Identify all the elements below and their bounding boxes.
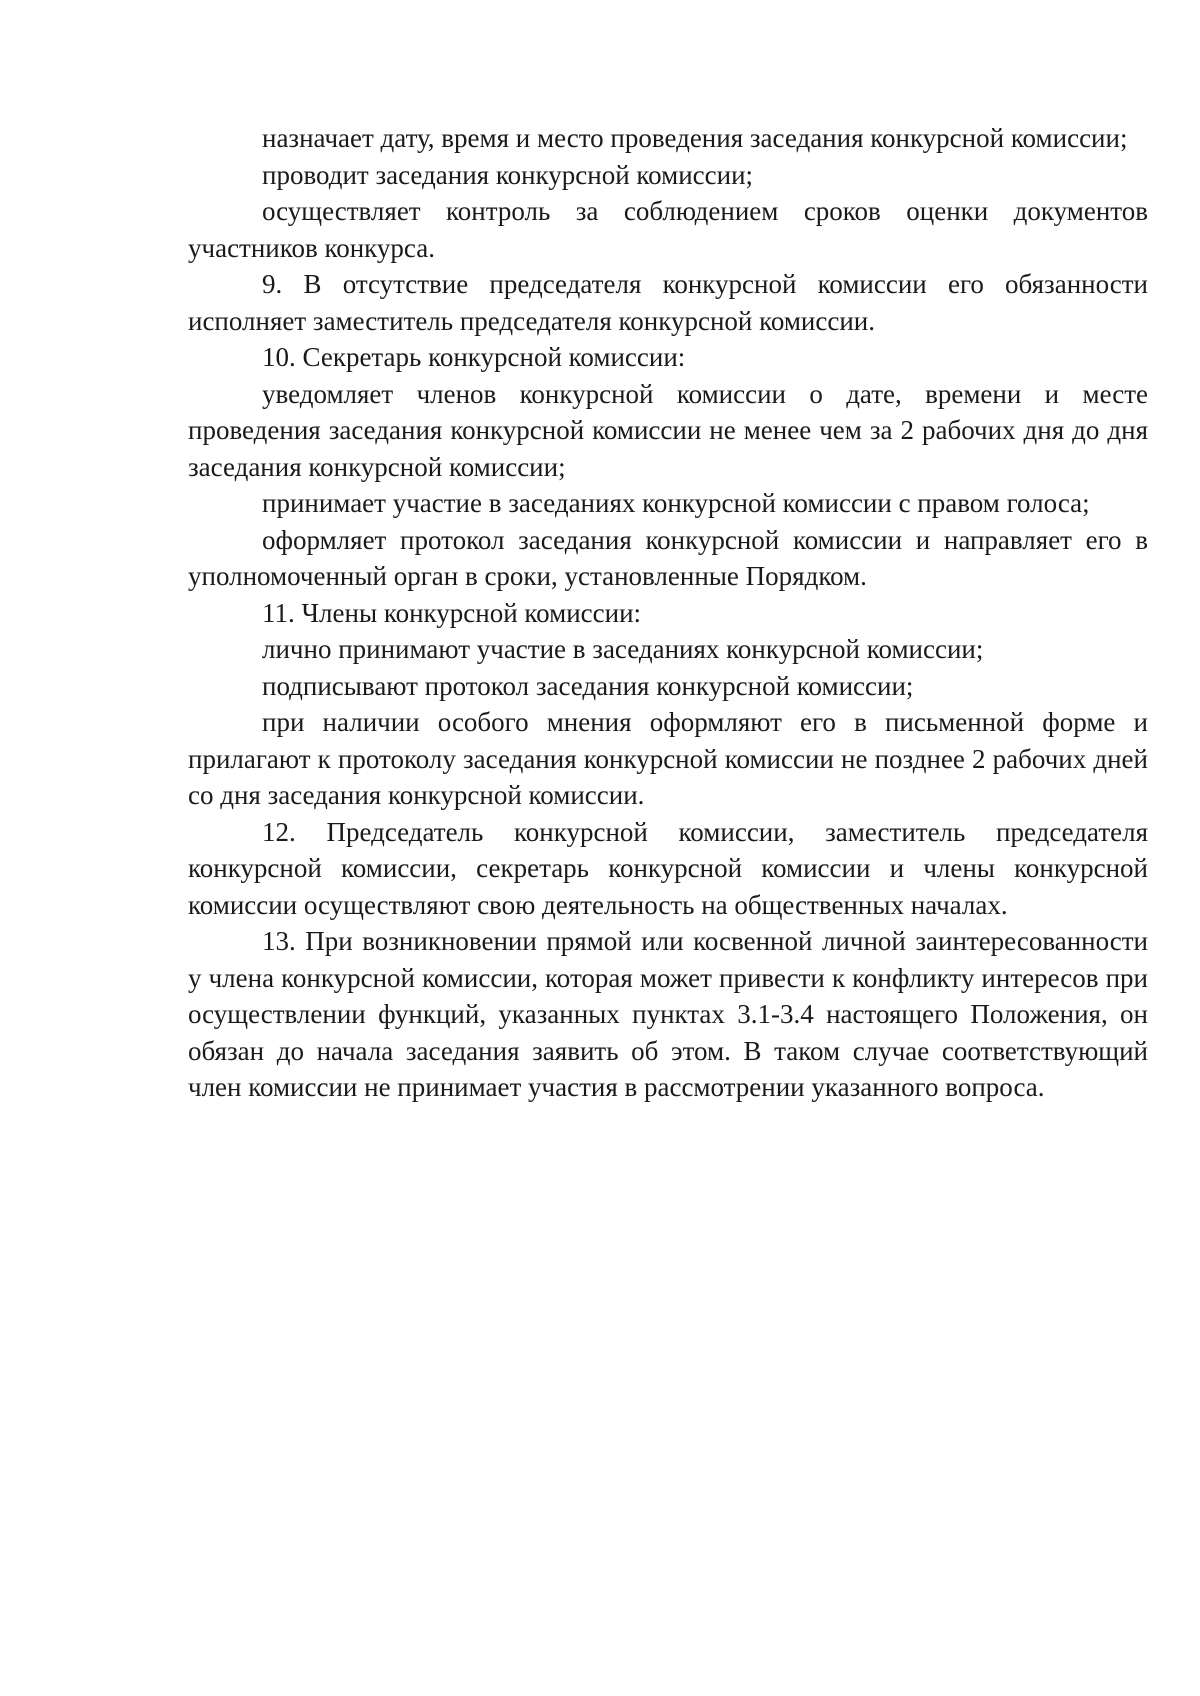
document-body xyxy=(188,120,1148,1106)
paragraph: принимает участие в заседаниях конкурсной комиссии с правом голоса; xyxy=(262,488,1090,518)
paragraph: осуществляет контроль за соблюдением сроков оценки документов участников конкурса. xyxy=(188,196,1148,263)
paragraph: уведомляет членов конкурсной комиссии о дате, времени и месте проведения заседания конкурсной комиссии не менее чем за 2 рабочих дня до дня заседания конкурсной комиссии; xyxy=(188,378,1148,482)
paragraph: подписывают протокол заседания конкурсной комиссии; xyxy=(262,670,914,701)
paragraph: назначает дату, время и место проведения заседания конкурсной комиссии; xyxy=(262,123,1128,153)
paragraph: проводит заседания конкурсной комиссии; xyxy=(262,159,754,190)
paragraph-item-13: 13. При возникновении прямой или косвенной личной заинтересованности у члена конкурсной комиссии, которая может привести к конфликту интересов при осуществлении функций, указанных пунктах 3.1-3.4 настоящего Положения, он обязан до начала заседания заявить об этом. В таком случае соответствующий член комиссии не принимает участия в рассмотрении указанного вопроса. xyxy=(188,926,1148,1102)
paragraph-item-12: 12. Председатель конкурсной комиссии, заместитель председателя конкурсной комиссии, секретарь конкурсной комиссии и члены конкурсной комиссии осуществляют свою деятельность на общественных началах. xyxy=(188,816,1148,920)
paragraph: оформляет протокол заседания конкурсной комиссии и направляет его в уполномоченный орган в сроки, установленные Порядком. xyxy=(188,524,1148,591)
paragraph: лично принимают участие в заседаниях конкурсной комиссии; xyxy=(262,634,984,664)
paragraph-item-10: 10. Секретарь конкурсной комиссии: xyxy=(262,342,686,372)
paragraph-item-9: 9. В отсутствие председателя конкурсной комиссии его обязанности исполняет заместитель председателя конкурсной комиссии. xyxy=(188,269,1148,336)
paragraph-item-11: 11. Члены конкурсной комиссии: xyxy=(262,597,642,628)
paragraph: при наличии особого мнения оформляют его в письменной форме и прилагают к протоколу заседания конкурсной комиссии не позднее 2 рабочих дней со дня заседания конкурсной комиссии. xyxy=(188,707,1148,810)
